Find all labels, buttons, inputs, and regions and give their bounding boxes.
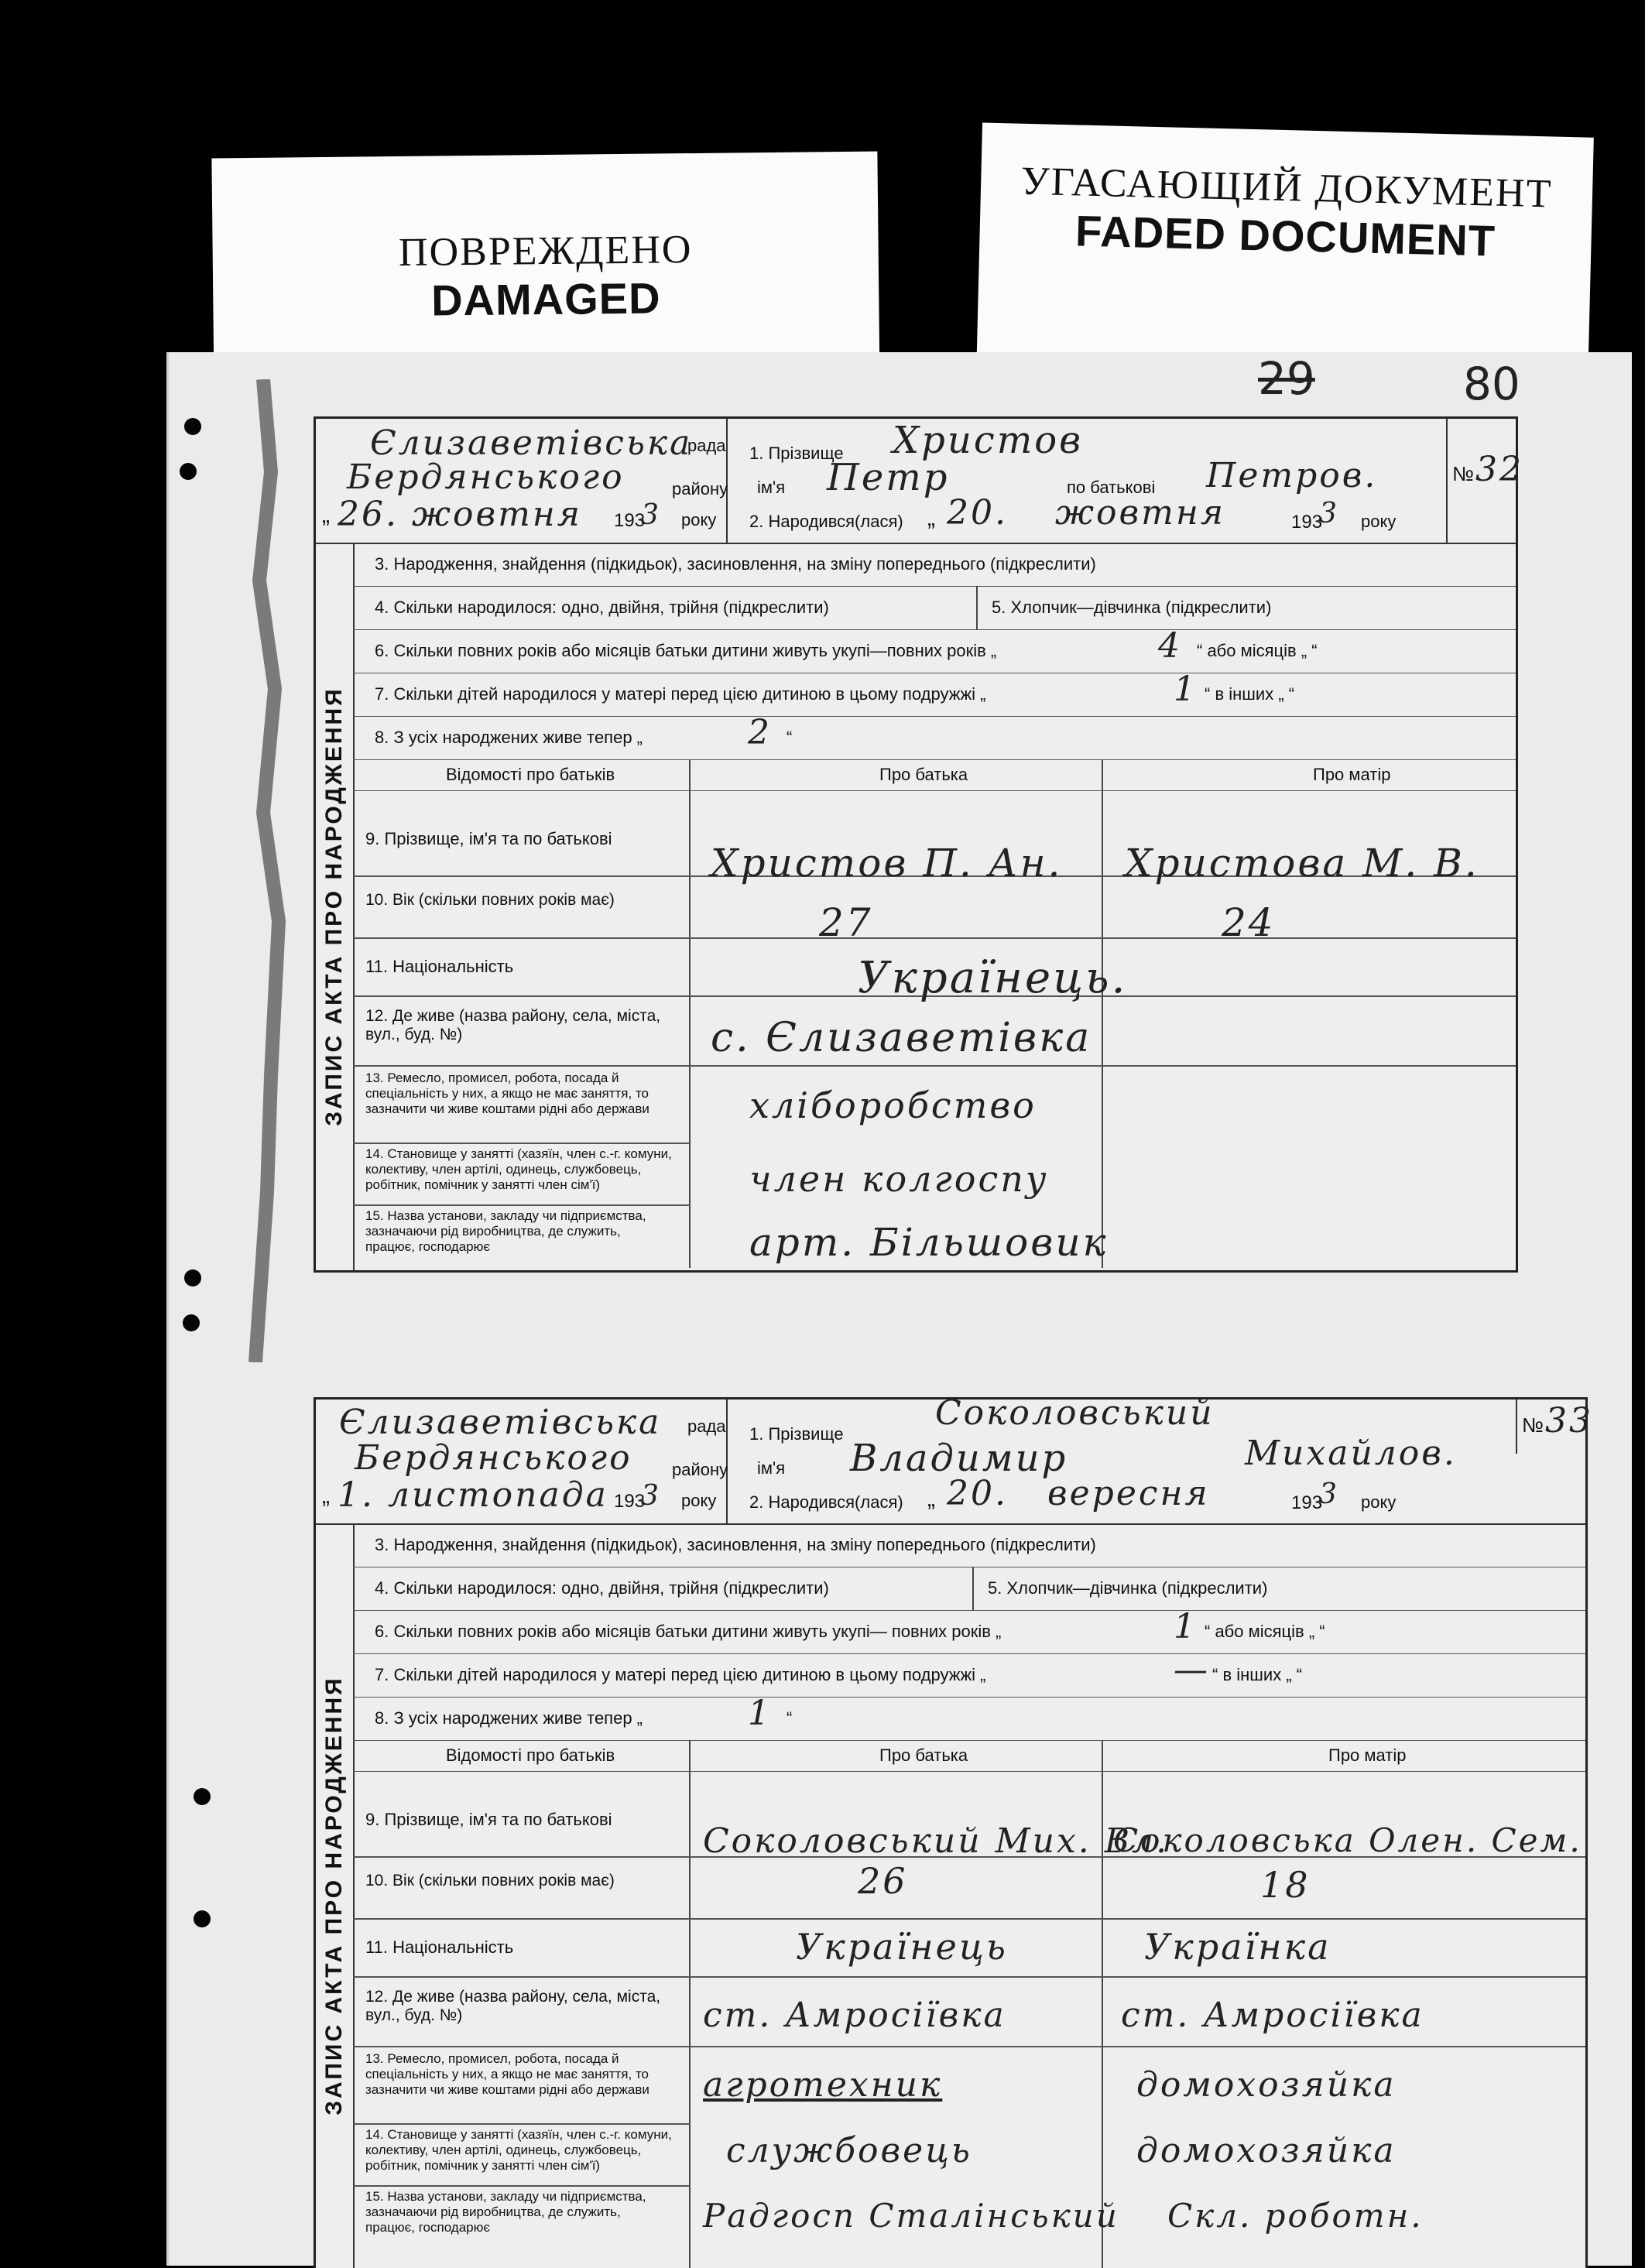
reg-year-label: року xyxy=(681,1491,717,1510)
page-number: 80 xyxy=(1463,358,1520,410)
crossed-page-number: 29 xyxy=(1258,352,1315,405)
row-5-text: 5. Хлопчик—дівчинка (підкреслити) xyxy=(988,1578,1268,1598)
district-label: району xyxy=(672,479,728,498)
row-6-hw: 1 xyxy=(1174,1607,1198,1646)
mother-age-hw: 24 xyxy=(1222,900,1276,945)
row-3 xyxy=(353,543,1516,587)
table-rule xyxy=(353,937,1516,939)
born-year-label: року xyxy=(1361,1492,1397,1512)
damaged-tag-en: DAMAGED xyxy=(430,273,661,325)
col-header-father: Про батька xyxy=(879,1746,968,1765)
reg-year-label: року xyxy=(681,510,717,529)
table-divider xyxy=(1102,759,1103,1268)
birth-record-form-2 xyxy=(314,1393,1593,2268)
punch-hole xyxy=(184,418,201,435)
table-rule xyxy=(353,2046,1585,2047)
row-4-5 xyxy=(353,1567,1585,1611)
table-rule xyxy=(353,1918,1585,1920)
punch-hole xyxy=(194,1788,211,1805)
table-rule xyxy=(353,1143,690,1144)
table-rule xyxy=(353,1065,1516,1067)
row-6-text: 6. Скільки повних років або місяців батьки дитини живуть укупі—повних років „ xyxy=(375,641,997,660)
label-10: 10. Вік (скільки повних років має) xyxy=(365,1872,615,1889)
row-4-5 xyxy=(353,586,1516,630)
row-6-end: “ або місяців „ “ xyxy=(1197,641,1318,660)
row-8 xyxy=(353,713,1516,760)
row-3-text: 3. Народження, знайдення (підкидьок), засиновлення, на зміну попереднього (підкреслити) xyxy=(375,554,1096,574)
col-header: Відомості про батьків xyxy=(446,765,615,784)
table-header-row xyxy=(353,759,1516,791)
record-number-cell xyxy=(1516,1400,1593,1454)
father-status-hw: член колгоспу xyxy=(749,1158,1049,1200)
label-12: 12. Де живе (назва району, села, міста, вул., буд. №) xyxy=(365,1007,661,1043)
father-residence-hw: с. Єлизаветівка xyxy=(711,1015,1092,1061)
number-label: № xyxy=(1452,462,1474,485)
side-title: ЗАПИС АКТА ПРО НАРОДЖЕННЯ xyxy=(321,687,347,1126)
council-label: рада xyxy=(687,1417,726,1436)
row-5-text: 5. Хлопчик—дівчинка (підкреслити) xyxy=(992,598,1272,617)
record-header xyxy=(316,1393,1593,1525)
col-header: Відомості про батьків xyxy=(446,1746,615,1765)
reg-year-hw: 3 xyxy=(641,499,661,531)
side-title-cell xyxy=(316,1523,355,2268)
reg-year-printed: 193 xyxy=(614,510,646,531)
side-title-cell xyxy=(316,543,355,1270)
father-residence-hw: ст. Амросіївка xyxy=(703,1996,1006,2035)
record-header xyxy=(316,419,1523,544)
row-3 xyxy=(353,1523,1585,1567)
mother-occupation-hw: домохозяйка xyxy=(1136,2065,1397,2105)
mother-nationality-hw: Українка xyxy=(1144,1926,1331,1968)
born-label: 2. Народився(лася) xyxy=(749,1492,903,1512)
label-15: 15. Назва установи, закладу чи підприємства, зазначаючи рід виробництва, де служить, працює, господарює xyxy=(365,2189,646,2235)
born-label: 2. Народився(лася) xyxy=(749,512,903,531)
punch-hole xyxy=(194,1910,211,1927)
table-divider xyxy=(689,759,691,1268)
father-age-hw: 27 xyxy=(819,900,873,945)
row-8 xyxy=(353,1694,1585,1741)
row-4-text: 4. Скільки народилося: одно, двійня, трійня (підкреслити) xyxy=(375,598,829,617)
registry-office-cell xyxy=(316,419,728,543)
quote-mark: „ xyxy=(927,1486,935,1512)
quote-mark: „ xyxy=(927,505,935,531)
row-8-end: “ xyxy=(787,1708,793,1728)
label-12: 12. Де живе (назва району, села, міста, вул., буд. №) xyxy=(365,1988,661,2024)
table-rule xyxy=(353,1976,1585,1978)
table-rule xyxy=(353,2123,690,2125)
born-day-hw: 20. xyxy=(947,1474,1008,1513)
registry-office-cell xyxy=(316,1400,728,1523)
quote-mark: „ xyxy=(322,1483,330,1509)
row-8-end: “ xyxy=(787,728,793,747)
punch-hole xyxy=(180,463,197,480)
mother-status-hw: домохозяйка xyxy=(1136,2131,1397,2170)
born-month-hw: вересня xyxy=(1047,1474,1210,1513)
side-title: ЗАПИС АКТА ПРО НАРОДЖЕННЯ xyxy=(321,1676,347,2116)
mother-age-hw: 18 xyxy=(1260,1864,1311,1906)
table-divider xyxy=(689,1740,691,2268)
table-rule xyxy=(353,1204,690,1206)
punch-hole xyxy=(184,1269,201,1286)
label-15: 15. Назва установи, закладу чи підприємства, зазначаючи рід виробництва, де служить, працює, господарює xyxy=(365,1208,646,1254)
row-6 xyxy=(353,626,1516,673)
born-year-hw: 3 xyxy=(1319,498,1339,529)
father-status-hw: службовець xyxy=(726,2131,972,2170)
name-label: ім'я xyxy=(757,1458,786,1478)
row-7-text: 7. Скільки дітей народилося у матері перед цією дитиною в цьому подружжі „ xyxy=(375,1665,986,1684)
father-age-hw: 26 xyxy=(858,1860,908,1902)
label-9: 9. Прізвище, ім'я та по батькові xyxy=(365,1810,612,1829)
label-14: 14. Становище у занятті (хазяїн, член с.-г. комуни, колективу, член артілі, одинець, службовець, робітник, помічник у занятті член сім'ї) xyxy=(365,2127,672,2173)
father-nationality-hw: Українець xyxy=(796,1926,1008,1968)
col-header-father: Про батька xyxy=(879,765,968,784)
district-hw: Бердянського xyxy=(355,1438,632,1478)
born-year-hw: 3 xyxy=(1319,1478,1339,1510)
number-hw: 33 xyxy=(1545,1401,1593,1441)
surname-hw: Соколовський xyxy=(935,1393,1215,1433)
row-6-hw: 4 xyxy=(1158,626,1182,666)
reg-year-printed: 193 xyxy=(614,1491,646,1512)
damaged-tag-ru: ПОВРЕЖДЕНО xyxy=(398,228,693,275)
punch-hole xyxy=(183,1314,200,1331)
row-7-text: 7. Скільки дітей народилося у матері перед цією дитиною в цьому подружжі „ xyxy=(375,684,986,704)
born-month-hw: жовтня xyxy=(1055,493,1225,533)
surname-hw: Христов xyxy=(893,419,1084,462)
row-8-text: 8. З усіх народжених живе тепер „ xyxy=(375,728,643,747)
patronymic-hw: Петров. xyxy=(1206,456,1378,495)
row-8-hw: 2 xyxy=(748,713,772,752)
label-9: 9. Прізвище, ім'я та по батькові xyxy=(365,829,612,848)
born-year-printed: 193 xyxy=(1291,512,1323,533)
col-header-mother: Про матір xyxy=(1328,1746,1407,1765)
birth-record-form-1 xyxy=(314,416,1523,1273)
row-7-end: “ в інших „ “ xyxy=(1212,1665,1303,1684)
row-4-text: 4. Скільки народилося: одно, двійня, трійня (підкреслити) xyxy=(375,1578,829,1598)
row-7 xyxy=(353,1650,1585,1698)
label-13: 13. Ремесло, промисел, робота, посада й спеціальність у них, а якщо не має заняття, то зазначити чи живе коштами рідні або держави xyxy=(365,2051,649,2097)
name-label: ім'я xyxy=(757,478,786,497)
paper-tear xyxy=(232,379,302,1362)
row-7-hw: 1 xyxy=(1174,670,1198,709)
council-hw: Єлизаветівська xyxy=(339,1403,662,1442)
father-institution-hw: Радгосп Сталінський xyxy=(703,2197,1119,2235)
label-14: 14. Становище у занятті (хазяїн, член с.-г. комуни, колективу, член артілі, одинець, службовець, робітник, помічник у занятті член сім'ї) xyxy=(365,1146,672,1192)
col-header-mother: Про матір xyxy=(1313,765,1391,784)
father-name-hw: Христов П. Ан. xyxy=(711,841,1063,886)
row-8-hw: 1 xyxy=(748,1694,772,1733)
mother-name-hw: Соколовська Олен. Сем. xyxy=(1113,1821,1582,1859)
father-nationality-hw: Українець. xyxy=(858,953,1128,1003)
row-8-text: 8. З усіх народжених живе тепер „ xyxy=(375,1708,643,1728)
reg-date-hw: 26. жовтня xyxy=(338,495,582,534)
father-name-hw: Соколовський Мих. Вл. xyxy=(703,1821,1170,1861)
divider xyxy=(972,1567,974,1610)
district-hw: Бердянського xyxy=(347,457,625,497)
surname-label: 1. Прізвище xyxy=(749,1424,844,1444)
table-rule xyxy=(353,2185,690,2187)
district-label: району xyxy=(672,1460,728,1479)
born-day-hw: 20. xyxy=(947,493,1008,533)
divider xyxy=(976,586,978,629)
mother-name-hw: Христова М. В. xyxy=(1125,841,1479,886)
father-occupation-hw: хліборобство xyxy=(749,1084,1037,1126)
patronymic-label: по батькові xyxy=(1067,478,1156,497)
label-11: 11. Національність xyxy=(365,957,514,976)
label-13: 13. Ремесло, промисел, робота, посада й спеціальність у них, а якщо не має заняття, то зазначити чи живе коштами рідні або держави xyxy=(365,1071,649,1116)
quote-mark: „ xyxy=(322,502,330,528)
label-11: 11. Національність xyxy=(365,1937,514,1957)
row-6 xyxy=(353,1607,1585,1654)
row-3-text: 3. Народження, знайдення (підкидьок), засиновлення, на зміну попереднього (підкреслити) xyxy=(375,1535,1096,1554)
row-7 xyxy=(353,670,1516,717)
council-hw: Єлизаветівська xyxy=(370,423,693,463)
mother-institution-hw: Скл. роботн. xyxy=(1167,2197,1424,2235)
born-year-printed: 193 xyxy=(1291,1492,1323,1513)
row-6-end: “ або місяців „ “ xyxy=(1205,1622,1325,1641)
council-label: рада xyxy=(687,436,726,455)
number-label: № xyxy=(1522,1413,1544,1437)
surname-label: 1. Прізвище xyxy=(749,444,844,463)
patronymic-hw: Михайлов. xyxy=(1245,1434,1457,1473)
table-divider xyxy=(1102,1740,1103,2268)
mother-residence-hw: ст. Амросіївка xyxy=(1121,1996,1424,2035)
faded-tag-en: FADED DOCUMENT xyxy=(1074,206,1496,266)
father-institution-hw: арт. Більшовик xyxy=(749,1220,1109,1265)
faded-tag-ru: УГАСАЮЩИЙ ДОКУМЕНТ xyxy=(1020,159,1554,217)
table-header-row xyxy=(353,1740,1585,1772)
row-6-text: 6. Скільки повних років або місяців батьки дитини живуть укупі— повних років „ xyxy=(375,1622,1002,1641)
number-hw: 32 xyxy=(1475,450,1523,489)
born-year-label: року xyxy=(1361,512,1397,531)
reg-year-hw: 3 xyxy=(641,1480,661,1512)
name-hw: Владимир xyxy=(850,1437,1068,1480)
father-occupation-hw: агротехник xyxy=(703,2065,943,2105)
row-7-end: “ в інших „ “ xyxy=(1205,684,1295,704)
record-number-cell xyxy=(1446,419,1523,543)
name-hw: Петр xyxy=(827,456,950,499)
label-10: 10. Вік (скільки повних років має) xyxy=(365,891,615,909)
reg-date-hw: 1. листопада xyxy=(338,1475,608,1515)
row-7-hw: — xyxy=(1174,1650,1210,1690)
